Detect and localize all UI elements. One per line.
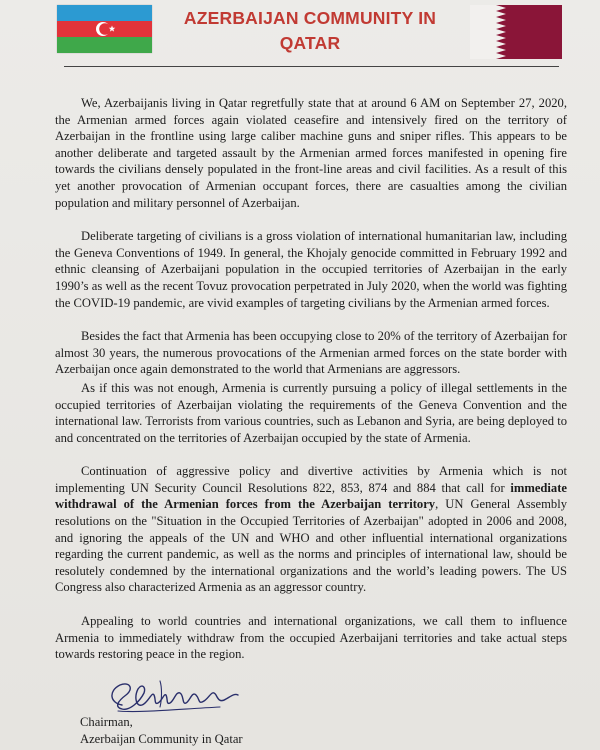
signatory-organization: Azerbaijan Community in Qatar: [80, 732, 243, 746]
paragraph-5-end: , UN General Assembly resolutions on the "Situation in the Occupied Territories of Azerbaijan" adopted in 2006 and 2008, and ignoring the appeals of the UN and WHO and other influential international organizations regarding the current pandemic, as well as the norms and principles of international law, should be resolutely condemned by the international organizations and the world’s leading powers. The US Congress also characterized Armenia as an aggressor country.: [55, 497, 567, 595]
azerbaijan-flag-icon: [57, 5, 152, 53]
paragraph-5-start: Continuation of aggressive policy and divertive activities by Armenia which is not implementing UN Security Council Resolutions 822, 853, 874 and 884 that call for: [55, 464, 567, 495]
letter-body: [55, 95, 567, 663]
paragraph-5: [55, 463, 567, 596]
paragraph-6: Appealing to world countries and international organizations, we call them to influence Armenia to immediately withdraw from the occupied Azerbaijani territories and take actual steps towards restoring peace in the region.: [55, 614, 567, 662]
paragraph-3: Besides the fact that Armenia has been occupying close to 20% of the territory of Azerbaijan for almost 30 years, the numerous provocations of the Armenian armed forces on the state border with Azerbaijan once again demonstrated to the world that Armenians are aggressors.: [55, 329, 567, 377]
page-title: [160, 6, 460, 56]
paragraph-5-bold: immediate withdrawal of the Armenian forces from the Azerbaijan territory: [55, 480, 567, 512]
qatar-flag-icon: [470, 5, 562, 59]
paragraph-2: Deliberate targeting of civilians is a gross violation of international humanitarian law, including the Geneva Conventions of 1949. In general, the Khojaly genocide committed in February 1992 and ethnic cleansing of Azerbaijani population in the occupied territories of Azerbaijan in the early 1990’s as well as the recent Tovuz provocation perpetrated in July 2020, when the world was fighting the COVID-19 pandemic, are vivid examples of targeting civilians by the Armenian armed forces.: [55, 229, 567, 310]
signatory-block: [80, 714, 243, 748]
signatory-role: Chairman,: [80, 715, 133, 729]
paragraph-4: As if this was not enough, Armenia is currently pursuing a policy of illegal settlements in the occupied territories of Azerbaijan violating the requirements of the Geneva Convention and the international law. Terrorists from various countries, such as Lebanon and Syria, are being deployed to and concentrated on the territories of Azerbaijan occupied by the state of Armenia.: [55, 380, 567, 445]
paragraph-1: We, Azerbaijanis living in Qatar regretfully state that at around 6 AM on September 27, 2020, the Armenian armed forces again violated ceasefire and intensively fired on the territory of Azerbaijan in the frontline using large caliber machine guns and sniper rifles. This appears to be another deliberate and targeted assault by the Armenian armed forces manifested in opening fire towards the civilians densely populated in the front-line areas and civil facilities. As a result of this yet another provocation of Armenian occupant forces, there are casualties among the civilian population and military personnel of Azerbaijan.: [55, 96, 567, 210]
header-divider: [64, 66, 559, 67]
signature-icon: [100, 673, 250, 717]
title-line-2: QATAR: [279, 33, 341, 53]
title-line-1: AZERBAIJAN COMMUNITY IN: [183, 8, 437, 28]
